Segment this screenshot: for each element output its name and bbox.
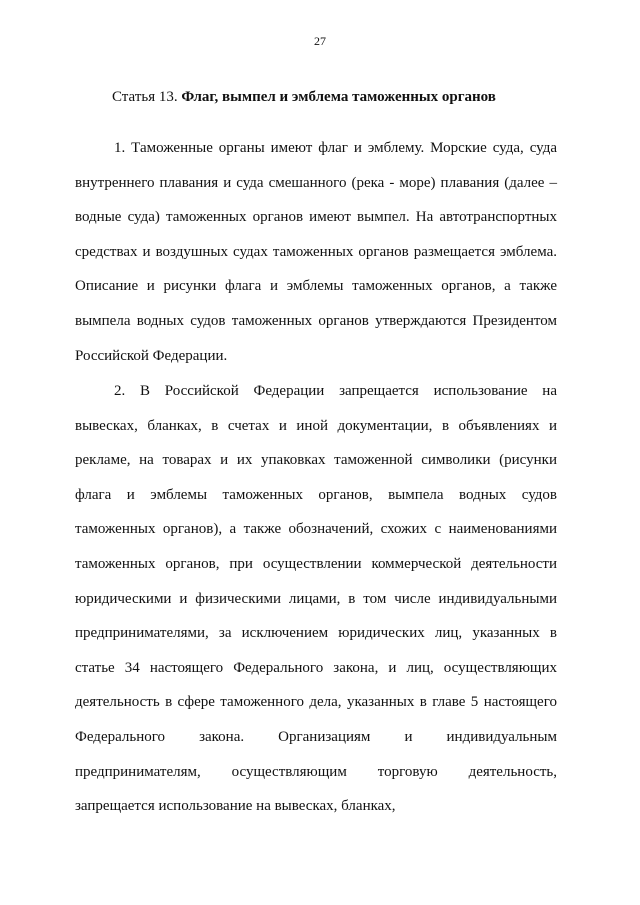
article-heading	[112, 89, 496, 106]
article-label: Статья 13.	[112, 89, 178, 105]
article-title: Флаг, вымпел и эмблема таможенных органов	[181, 89, 496, 105]
paragraph-2: 2. В Российской Федерации запрещается использование на вывесках, бланках, в счетах и иной документации, в объявлениях и рекламе, на товарах и их упаковках таможенной символики (рисунки флага и эмблемы таможенных органов, вымпела водных судов таможенных органов), а также обозначений, схожих с наименованиями таможенных органов, при осуществлении коммерческой деятельности юридическими и физическими лицами, в том числе индивидуальными предпринимателями, за исключением юридических лиц, указанных в статье 34 настоящего Федерального закона, и лиц, осуществляющих деятельность в сфере таможенного дела, указанных в главе 5 настоящего Федерального закона. Организациям и индивидуальным предпринимателям, осуществляющим торговую деятельность, запрещается использование на вывесках, бланках,	[75, 383, 557, 815]
paragraph-1: 1. Таможенные органы имеют флаг и эмблему. Морские суда, суда внутреннего плавания и суда смешанного (река - море) плавания (далее – водные суда) таможенных органов имеют вымпел. На автотранспортных средствах и воздушных судах таможенных органов размещается эмблема. Описание и рисунки флага и эмблемы таможенных органов, а также вымпела водных судов таможенных органов утверждаются Президентом Российской Федерации.	[75, 140, 557, 364]
page-number: 27	[314, 34, 326, 48]
